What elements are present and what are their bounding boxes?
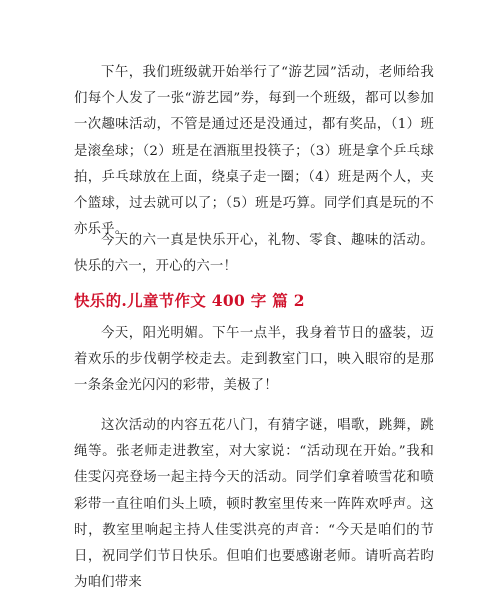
section-heading: 快乐的.儿童节作文 400 字 篇 2: [74, 291, 305, 310]
paragraph-happy-childrens-day: 今天的六一真是快乐开心，礼物、零食、趣味的活动。快乐的六一，开心的六一！: [74, 233, 434, 275]
paragraph-sunny-day: 今天，阳光明媚。下午一点半，我身着节日的盛装，迈着欢乐的步伐朝学校走去。走到教室门口，映入眼帘的是那一条条金光闪闪的彩带，美极了！: [74, 326, 434, 394]
paragraph-activity-content: 这次活动的内容五花八门，有猜字谜，唱歌，跳舞，跳绳等。张老师走进教室，对大家说：“活动现在开始。”我和佳雯闪亮登场一起主持今天的活动。同学们拿着喷雪花和喷彩带一直往咱们头上喷，顿时教室里传来一阵阵欢呼声。这时，教室里响起主持人佳雯洪亮的声音：“今天是咱们的节日，祝同学们节日快乐。但咱们也要感谢老师。请听高若昀为咱们带来: [74, 418, 434, 591]
paragraph-game-activities: 下午，我们班级就开始举行了“游艺园”活动，老师给我们每个人发了一张“游艺园”券，每到一个班级，都可以参加一次趣味活动，不管是通过还是没通过，都有奖品，（1）班是滚垒球；（2）班是在酒瓶里投筷子；（3）班是拿个乒乓球拍，乒乓球放在上面，绕桌子走一圈；（4）班是两个人，夹个篮球，过去就可以了；（5）班是巧算。同学们真是玩的不亦乐乎。: [74, 65, 434, 238]
